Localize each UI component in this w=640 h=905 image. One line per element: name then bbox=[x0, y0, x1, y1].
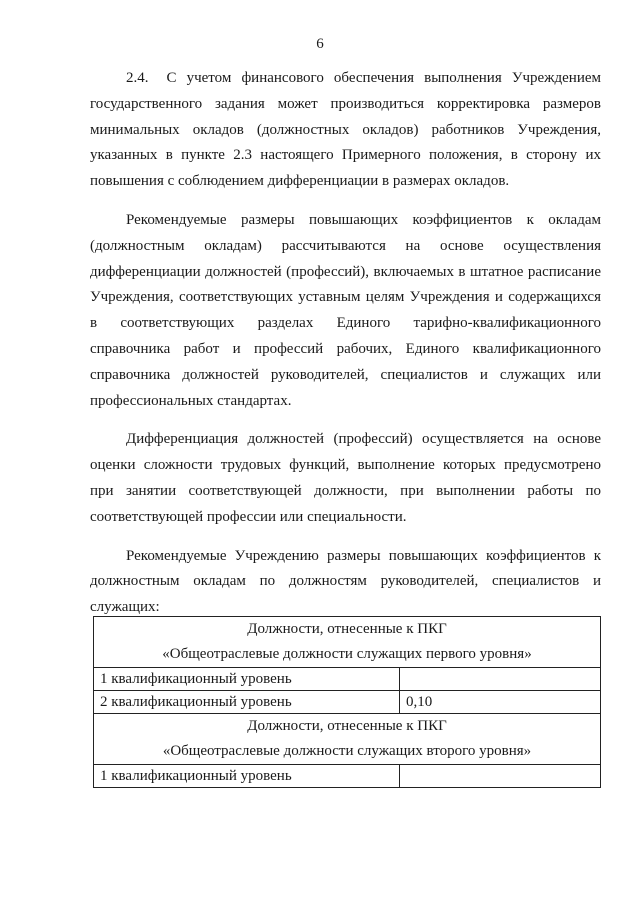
paragraph-differentiation: Дифференциация должностей (профессий) осуществляется на основе оценки сложности трудовых функций, выполнение которых предусмотрено при занятии соответствующей должности, при выполнении работы по соответствующей профессии или специальности. bbox=[90, 431, 601, 525]
table-group-header bbox=[94, 714, 601, 765]
table-group-header bbox=[94, 617, 601, 668]
paragraph-table-intro: Рекомендуемые Учреждению размеры повышающих коэффициентов к должностным окладам по должностям руководителей, специалистов и служащих: bbox=[90, 547, 601, 616]
coefficients-table bbox=[93, 616, 601, 788]
paragraph-text: С учетом финансового обеспечения выполнения Учреждением государственного задания может производиться корректировка размеров минимальных окладов (должностных окладов) работников Учреждения, указанных в пункте 2.3 настоящего Примерного положения, в сторону их повышения с соблюдением дифференциации в размерах окладов. bbox=[90, 70, 601, 190]
level-label: 1 квалификационный уровень bbox=[94, 668, 400, 691]
table-row bbox=[94, 691, 601, 714]
page-number: 6 bbox=[316, 36, 324, 52]
group-header-line: Должности, отнесенные к ПКГ bbox=[247, 621, 447, 637]
table-row bbox=[94, 668, 601, 691]
coefficient-value: 0,10 bbox=[400, 691, 601, 714]
group-header-cell bbox=[94, 714, 601, 765]
group-header-line: Должности, отнесенные к ПКГ bbox=[247, 718, 447, 734]
paragraph-coefficients: Рекомендуемые размеры повышающих коэффициентов к окладам (должностным окладам) рассчитываются на основе осуществления дифференциации должностей (профессий), включаемых в штатное расписание Учреждения, соответствующих уставным целям Учреждения и содержащихся в соответствующих разделах Единого тарифно-квалификационного справочника работ и профессий рабочих, Единого квалификационного справочника должностей руководителей, специалистов и служащих или профессиональных стандартах. bbox=[90, 211, 601, 409]
clause-number: 2.4. bbox=[126, 70, 149, 86]
table-row bbox=[94, 765, 601, 788]
group-header-title: «Общеотраслевые должности служащих второго уровня» bbox=[162, 743, 532, 759]
group-header-cell bbox=[94, 617, 601, 668]
paragraph-2-4 bbox=[90, 66, 601, 195]
group-header-title: «Общеотраслевые должности служащих первого уровня» bbox=[162, 646, 532, 662]
coefficient-value bbox=[400, 765, 601, 788]
level-label: 2 квалификационный уровень bbox=[94, 691, 400, 714]
level-label: 1 квалификационный уровень bbox=[94, 765, 400, 788]
document-body bbox=[90, 66, 601, 634]
coefficient-value bbox=[400, 668, 601, 691]
